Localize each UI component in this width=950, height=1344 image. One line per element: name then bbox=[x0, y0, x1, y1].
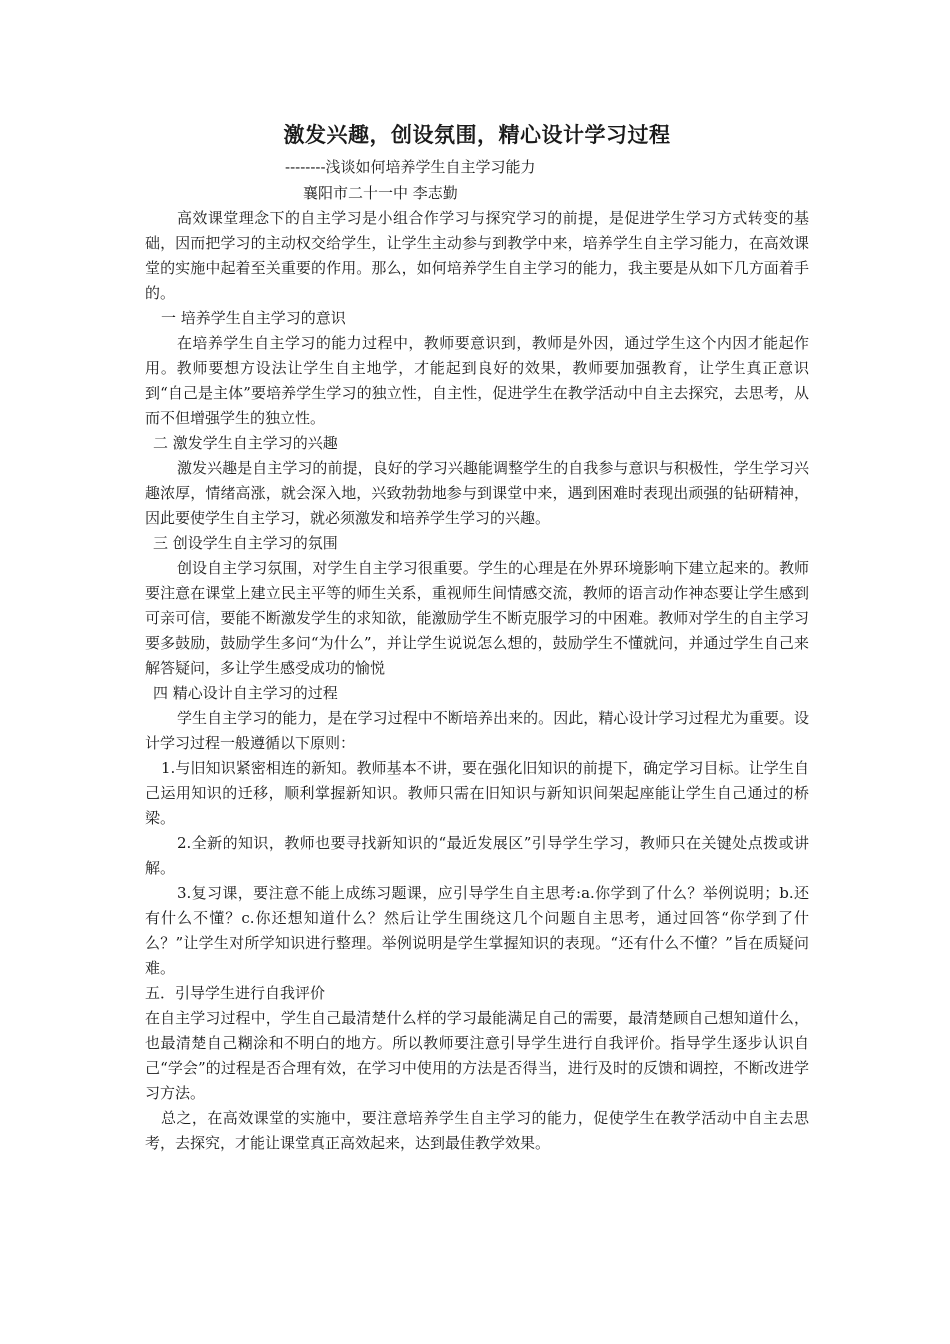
document-author: 襄阳市二十一中 李志勤 bbox=[303, 184, 458, 202]
section-3-heading: 三 创设学生自主学习的氛围 bbox=[153, 534, 338, 552]
intro-paragraph: 高效课堂理念下的自主学习是小组合作学习与探究学习的前提，是促进学生学习方式转变的基础，因而把学习的主动权交给学生，让学生主动参与到教学中来，培养学生自主学习能力，在高效课堂的实施中起着至关重要的作用。那么，如何培养学生自主学习的能力，我主要是从如下几方面着手的。 bbox=[145, 209, 809, 302]
section-3-paragraph: 创设自主学习氛围，对学生自主学习很重要。学生的心理是在外界环境影响下建立起来的。教师要注意在课堂上建立民主平等的师生关系，重视师生间情感交流，教师的语言动作神态要让学生感到可亲可信，要能不断激发学生的求知欲，能激励学生不断克服学习的中困难。教师对学生的自主学习要多鼓励，鼓励学生多问“为什么”，并让学生说说怎么想的，鼓励学生不懂就问，并通过学生自己来解答疑问，多让学生感受成功的愉悦 bbox=[145, 559, 809, 677]
section-4-item-1: 1.与旧知识紧密相连的新知。教师基本不讲，要在强化旧知识的前提下，确定学习目标。让学生自己运用知识的迁移，顺利掌握新知识。教师只需在旧知识与新知识间架起座能让学生自己通过的桥梁。 bbox=[145, 759, 809, 827]
section-1-paragraph: 在培养学生自主学习的能力过程中，教师要意识到，教师是外因，通过学生这个内因才能起作用。教师要想方设法让学生自主地学，才能起到良好的效果，教师要加强教育，让学生真正意识到“自己是主体”要培养学生学习的独立性，自主性，促进学生在教学活动中自主去探究，去思考，从而不但增强学生的独立性。 bbox=[145, 334, 809, 427]
section-4-item-3: 3.复习课，要注意不能上成练习题课，应引导学生自主思考:a.你学到了什么？举例说明；b.还有什么不懂？c.你还想知道什么？然后让学生围绕这几个问题自主思考，通过回答“你学到了什么？”让学生对所学知识进行整理。举例说明是学生掌握知识的表现。“还有什么不懂？”旨在质疑问难。 bbox=[145, 884, 809, 977]
section-4-heading: 四 精心设计自主学习的过程 bbox=[153, 684, 338, 702]
document-body bbox=[145, 120, 809, 1156]
section-4-paragraph: 学生自主学习的能力，是在学习过程中不断培养出来的。因此，精心设计学习过程尤为重要。设计学习过程一般遵循以下原则： bbox=[145, 709, 809, 752]
section-1-heading: 一 培养学生自主学习的意识 bbox=[161, 309, 346, 327]
document-subtitle: --------浅谈如何培养学生自主学习能力 bbox=[285, 158, 536, 176]
section-2-heading: 二 激发学生自主学习的兴趣 bbox=[153, 434, 338, 452]
document-title: 激发兴趣，创设氛围，精心设计学习过程 bbox=[283, 122, 671, 147]
section-5-paragraph: 在自主学习过程中，学生自己最清楚什么样的学习最能满足自己的需要，最清楚顾自己想知道什么，也最清楚自己糊涂和不明白的地方。所以教师要注意引导学生进行自我评价。指导学生逐步认识自己“学会”的过程是否合理有效，在学习中使用的方法是否得当，进行及时的反馈和调控，不断改进学习方法。 bbox=[145, 1009, 809, 1102]
summary-paragraph: 总之，在高效课堂的实施中，要注意培养学生自主学习的能力，促使学生在教学活动中自主去思考，去探究，才能让课堂真正高效起来，达到最佳教学效果。 bbox=[145, 1109, 809, 1152]
section-2-paragraph: 激发兴趣是自主学习的前提，良好的学习兴趣能调整学生的自我参与意识与积极性，学生学习兴趣浓厚，情绪高涨，就会深入地，兴致勃勃地参与到课堂中来，遇到困难时表现出顽强的钻研精神，因此要使学生自主学习，就必须激发和培养学生学习的兴趣。 bbox=[145, 459, 809, 527]
section-4-item-2: 2.全新的知识，教师也要寻找新知识的“最近发展区”引导学生学习，教师只在关键处点拨或讲解。 bbox=[145, 834, 809, 877]
section-5-heading: 五．引导学生进行自我评价 bbox=[145, 984, 326, 1002]
